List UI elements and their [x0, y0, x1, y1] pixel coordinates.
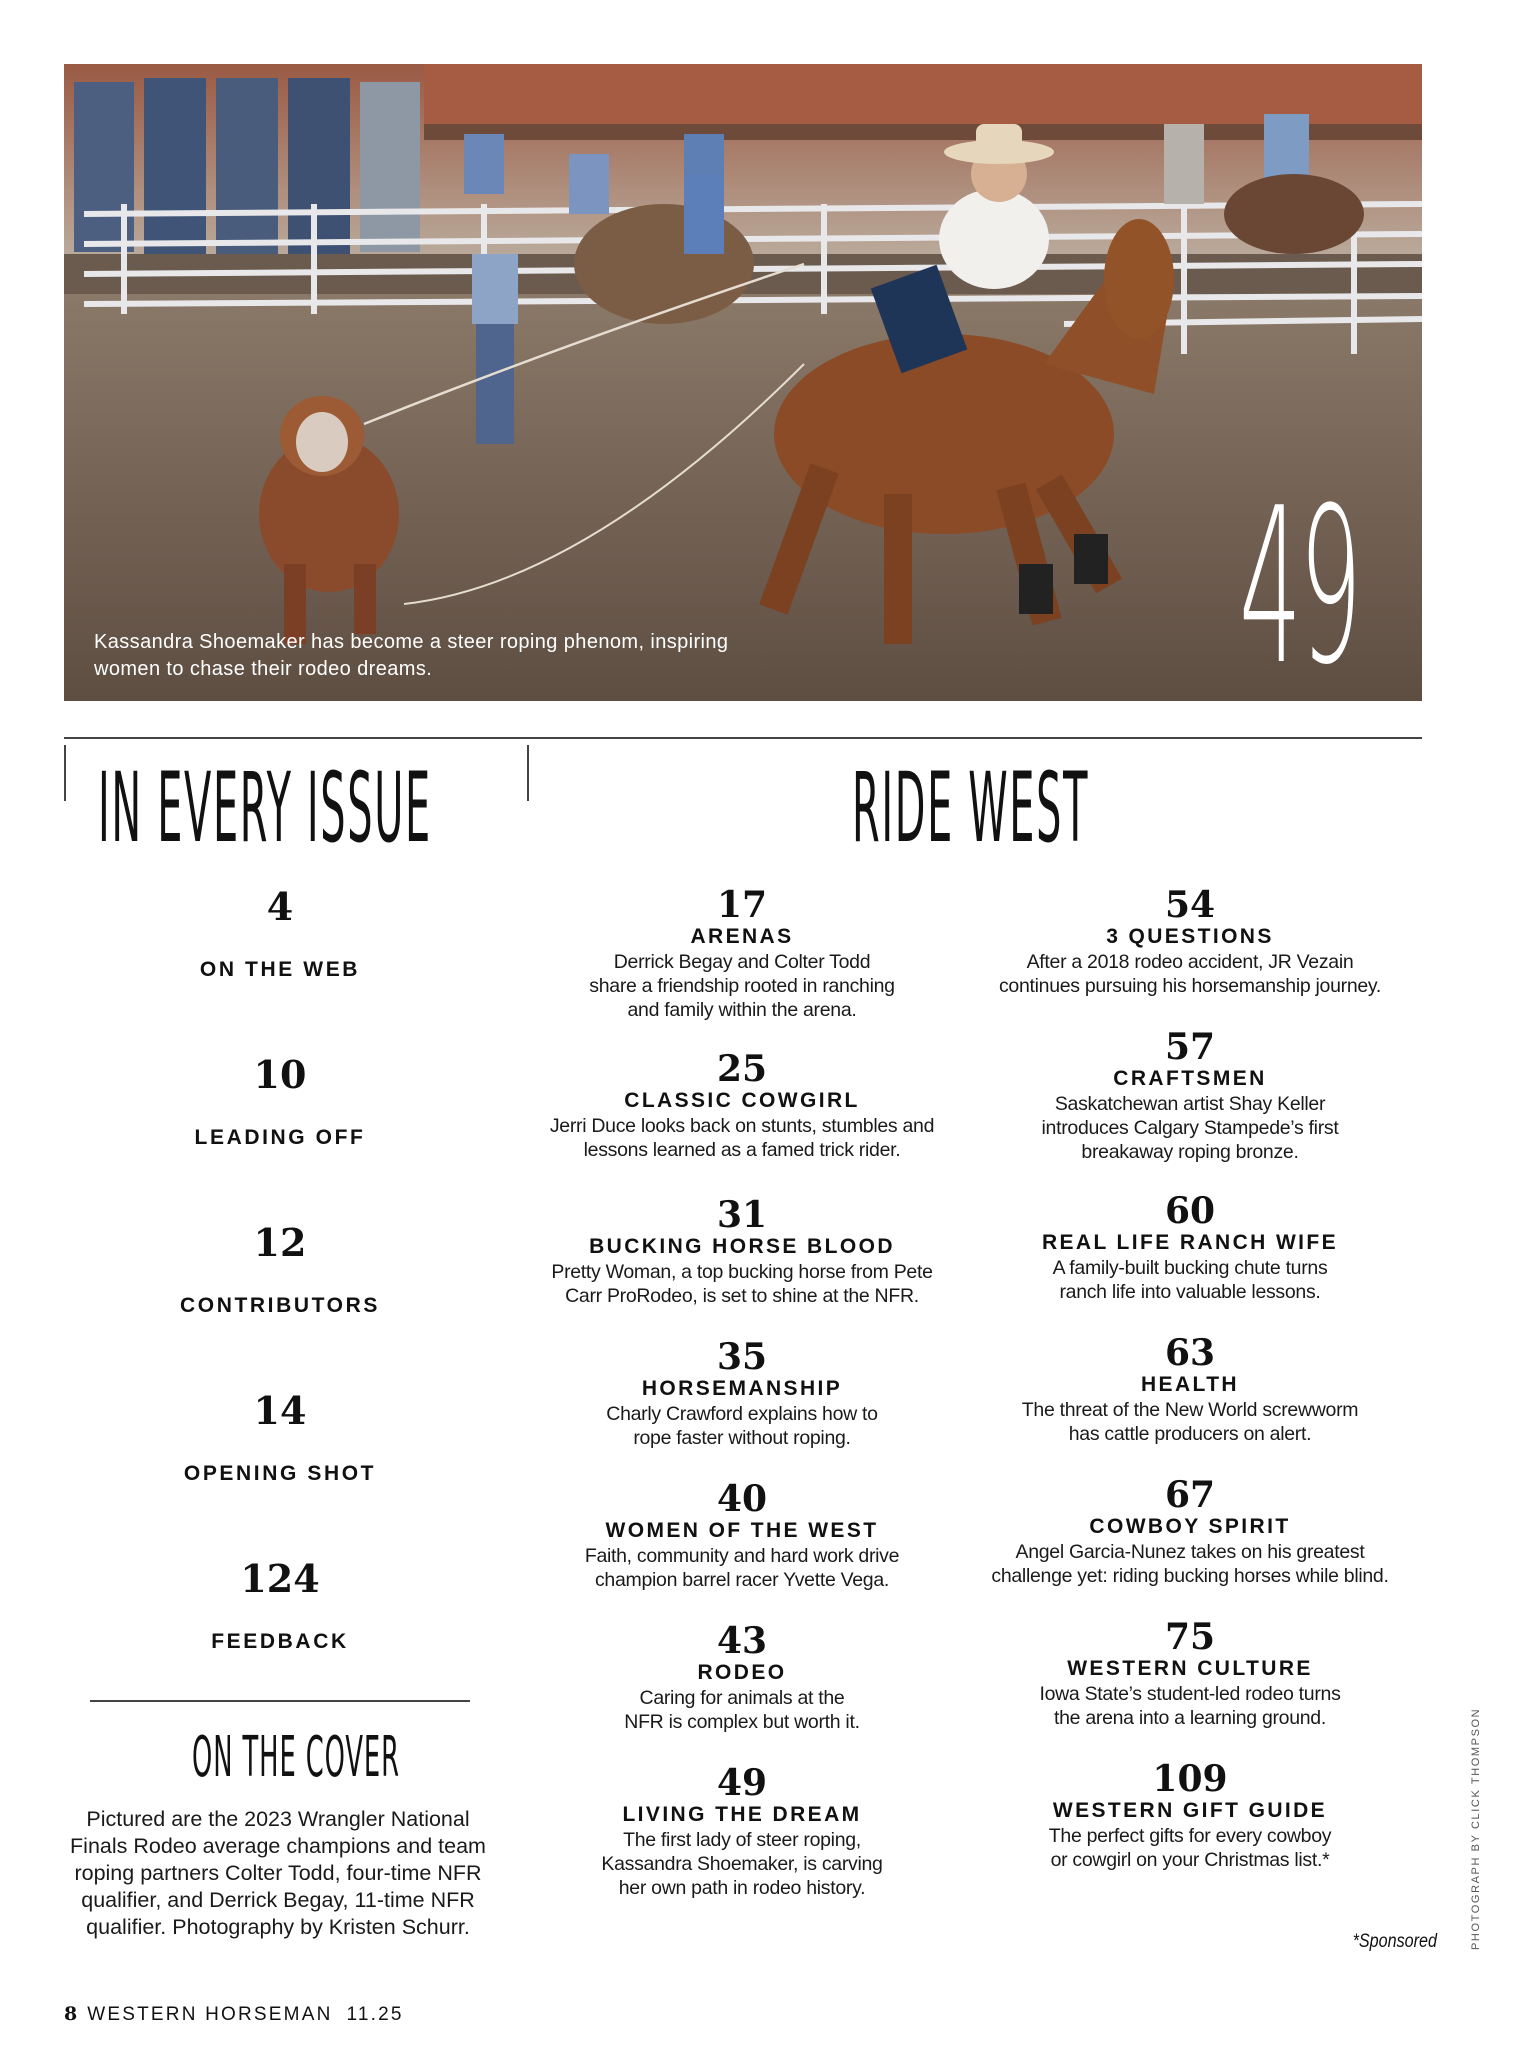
feature-page-number: 54: [1164, 884, 1216, 926]
feature-description: Derrick Begay and Colter Todd share a friendship rooted in ranching and family within the arena.: [589, 951, 895, 1021]
feature-page-number: 109: [1152, 1758, 1228, 1800]
feature-health[interactable]: [970, 1334, 1410, 1446]
in-every-issue-title: IN EVERY ISSUE: [98, 752, 432, 864]
feature-page-number: 31: [716, 1194, 768, 1236]
footer-page-number: 8: [64, 2003, 78, 2025]
feature-western-culture[interactable]: [970, 1618, 1410, 1730]
feature-title: WESTERN CULTURE: [1067, 1657, 1313, 1680]
issue-item-leading-off[interactable]: [90, 1053, 470, 1151]
feature-description: Faith, community and hard work drive champion barrel racer Yvette Vega.: [584, 1545, 900, 1591]
feature-description: Pretty Woman, a top bucking horse from Pete Carr ProRodeo, is set to shine at the NFR.: [551, 1261, 933, 1307]
ride-west-title: RIDE WEST: [852, 752, 1090, 864]
photo-credit: PHOTOGRAPH BY CLICK THOMPSON: [1470, 1707, 1482, 1950]
feature-description: Jerri Duce looks back on stunts, stumbles and lessons learned as a famed trick rider.: [549, 1115, 935, 1161]
on-the-cover-text: Pictured are the 2023 Wrangler National Finals Rodeo average champions and team roping partners Colter Todd, four-time NFR qualifier, and Derrick Begay, 11-time NFR qualifier. Photography by Kristen Schurr.: [70, 1807, 486, 1939]
issue-page-number: 12: [253, 1220, 307, 1265]
issue-item-feedback[interactable]: [90, 1557, 470, 1655]
rodeo-scene-illustration: [64, 64, 1422, 701]
feature-rodeo[interactable]: [522, 1622, 962, 1734]
feature-living-the-dream[interactable]: [522, 1764, 962, 1900]
feature-classic-cowgirl[interactable]: [522, 1050, 962, 1162]
feature-title: ARENAS: [690, 925, 794, 948]
feature-description: Iowa State’s student-led rodeo turns the arena into a learning ground.: [1039, 1683, 1341, 1729]
feature-title: RODEO: [697, 1661, 787, 1684]
feature-page-number: 49: [716, 1762, 768, 1804]
feature-page-number: 75: [1164, 1616, 1216, 1658]
issue-label: CONTRIBUTORS: [180, 1294, 380, 1317]
footer-issue-date: 11.25: [346, 2004, 404, 2025]
feature-page-number: 60: [1164, 1190, 1216, 1232]
feature-bucking-horse-blood[interactable]: [522, 1196, 962, 1308]
feature-title: HEALTH: [1140, 1373, 1239, 1396]
issue-label: ON THE WEB: [199, 958, 361, 981]
feature-description: Angel Garcia-Nunez takes on his greatest challenge yet: riding bucking horses while blind.: [991, 1541, 1389, 1587]
feature-page-number: 63: [1164, 1332, 1216, 1374]
feature-description: The threat of the New World screwworm has cattle producers on alert.: [1021, 1399, 1359, 1445]
feature-description: Charly Crawford explains how to rope faster without roping.: [606, 1403, 878, 1449]
on-the-cover-divider: [90, 1700, 470, 1702]
feature-description: A family-built bucking chute turns ranch life into valuable lessons.: [1052, 1257, 1328, 1303]
feature-description: Caring for animals at the NFR is complex but worth it.: [624, 1687, 860, 1733]
feature-3-questions[interactable]: [970, 886, 1410, 998]
feature-cowboy-spirit[interactable]: [970, 1476, 1410, 1588]
issue-label: FEEDBACK: [211, 1630, 349, 1653]
feature-title: HORSEMANSHIP: [641, 1377, 843, 1400]
hero-photo: [64, 64, 1422, 701]
hero-page-number: 49: [1239, 461, 1360, 701]
feature-arenas[interactable]: [522, 886, 962, 1022]
feature-description: Saskatchewan artist Shay Keller introduces Calgary Stampede’s first breakaway roping bronze.: [1041, 1093, 1339, 1163]
feature-title: CLASSIC COWGIRL: [624, 1089, 860, 1112]
feature-page-number: 35: [716, 1336, 768, 1378]
sponsored-note: *Sponsored: [1352, 1931, 1438, 1952]
feature-title: WESTERN GIFT GUIDE: [1052, 1799, 1328, 1822]
issue-page-number: 4: [266, 884, 294, 929]
section-divider: [64, 737, 1422, 739]
issue-page-number: 10: [253, 1052, 307, 1097]
feature-description: The first lady of steer roping, Kassandra Shoemaker, is carving her own path in rodeo history.: [601, 1829, 883, 1899]
feature-description: The perfect gifts for every cowboy or cowgirl on your Christmas list.*: [1048, 1825, 1332, 1871]
feature-title: REAL LIFE RANCH WIFE: [1041, 1231, 1339, 1254]
feature-page-number: 25: [716, 1048, 768, 1090]
left-vertical-bar: [64, 745, 66, 801]
feature-page-number: 40: [716, 1478, 768, 1520]
on-the-cover-title: ON THE COVER: [192, 1725, 400, 1790]
feature-title: LIVING THE DREAM: [622, 1803, 862, 1826]
issue-page-number: 14: [253, 1388, 307, 1433]
issue-item-on-the-web[interactable]: [90, 885, 470, 983]
feature-western-gift-guide[interactable]: [970, 1760, 1410, 1872]
feature-craftsmen[interactable]: [970, 1028, 1410, 1164]
issue-page-number: 124: [240, 1556, 320, 1601]
feature-title: 3 QUESTIONS: [1106, 925, 1274, 948]
feature-page-number: 57: [1164, 1026, 1216, 1068]
feature-title: BUCKING HORSE BLOOD: [589, 1235, 895, 1258]
middle-vertical-bar: [527, 745, 529, 801]
page-footer: [64, 2003, 404, 2026]
feature-title: CRAFTSMEN: [1113, 1067, 1267, 1090]
issue-item-opening-shot[interactable]: [90, 1389, 470, 1487]
feature-page-number: 17: [716, 884, 768, 926]
issue-item-contributors[interactable]: [90, 1221, 470, 1319]
feature-page-number: 43: [716, 1620, 768, 1662]
feature-title: COWBOY SPIRIT: [1089, 1515, 1291, 1538]
feature-women-of-the-west[interactable]: [522, 1480, 962, 1592]
feature-title: WOMEN OF THE WEST: [605, 1519, 879, 1542]
feature-page-number: 67: [1164, 1474, 1216, 1516]
footer-magazine-name: WESTERN HORSEMAN: [87, 2004, 333, 2025]
issue-label: LEADING OFF: [194, 1126, 366, 1149]
feature-horsemanship[interactable]: [522, 1338, 962, 1450]
hero-caption: Kassandra Shoemaker has become a steer roping phenom, inspiring women to chase their rodeo dreams.: [94, 631, 729, 680]
feature-real-life-ranch-wife[interactable]: [970, 1192, 1410, 1304]
feature-description: After a 2018 rodeo accident, JR Vezain continues pursuing his horsemanship journey.: [998, 951, 1382, 997]
issue-label: OPENING SHOT: [183, 1462, 377, 1485]
